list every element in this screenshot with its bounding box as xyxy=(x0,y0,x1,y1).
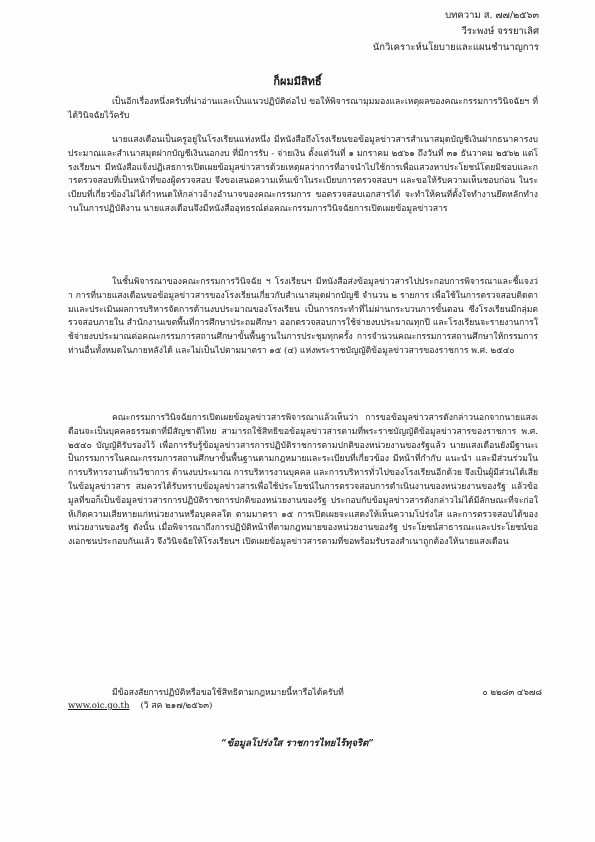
author-name: วีระพงษ์ จรรยาเลิศ xyxy=(461,26,539,37)
document-number: บทความ ส. ๗๗/๒๕๖๓ xyxy=(445,10,539,21)
contact-note-text: มีข้อสงสัยการปฏิบัติหรือขอใช้สิทธิตามกฎหมายนี้หารือได้ครับที่ xyxy=(112,688,344,698)
reference-number: (วิ สค ๒๑๗/๒๕๖๓) xyxy=(140,701,213,711)
motto: “ข้อมูลโปร่งใส ราชการไทยไร้ทุจริต” xyxy=(221,738,374,749)
author-position: นักวิเคราะห์นโยบายและแผนชำนาญการ xyxy=(372,42,539,53)
paragraph-intro: เป็นอีกเรื่องหนึ่งครับที่น่าอ่านและเป็นแนวปฏิบัติต่อไป ขอให้พิจารณามุมมองและเหตุผลของคณะกรรมการวินิจฉัยฯ ที่ได้วินิจฉัยไว้ครับ xyxy=(68,97,538,121)
website-link[interactable]: www.oic.go.th xyxy=(68,701,130,711)
paragraph-school-response: ในชั้นพิจารณาของคณะกรรมการวินิจฉัย ฯ โรงเรียนฯ มีหนังสือส่งข้อมูลข่าวสารไปประกอบการพิจารณาและชี้แจงว่า การที่นายแสงเดือนขอข้อมูลข่าวสารของโรงเรียนเกี่ยวกับสำเนาสมุดฝากบัญชี จำนวน ๒ รายการ เพื่อใช้ในการตรวจสอบติดตามและประเมินผลการบริหารจัดการด้านงบประมาณของโรงเรียน เป็นการกระทำที่ไม่ผ่านกระบวนการขั้นตอน ซึ่งโรงเรียนมีกลุ่มตรวจสอบภายใน สำนักงานเขตพื้นที่การศึกษาประถมศึกษา ออกตรวจสอบการใช้จ่ายงบประมาณทุกปี และโรงเรียนจะรายงานการใช้จ่ายงบประมาณต่อคณะกรรมการสถานศึกษาขั้นพื้นฐานในการประชุมทุกครั้ง การจำนวนคณะกรรมการสถานศึกษาให้กรรมการท่านอื่นทั้งหมดในภายหลังได้ และไม่เป็นไปตามมาตรา ๑๕ (๔) แห่งพระราชบัญญัติข้อมูลข่าวสารของราชการ พ.ศ. ๒๕๔๐ xyxy=(68,277,538,356)
contact-phone: ๐ ๒๒๘๓ ๔๖๗๘ xyxy=(482,688,542,698)
website-line xyxy=(68,700,212,713)
contact-note xyxy=(112,687,542,700)
paragraph-facts: นายแสงเดือนเป็นครูอยู่ในโรงเรียนแห่งหนึ่ง มีหนังสือถึงโรงเรียนขอข้อมูลข่าวสารสำเนาสมุดบัญชีเงินฝากธนาคารงบประมาณและสำเนาสมุดฝากบัญชีเงินนอกงบ ที่มีการรับ - จ่ายเงิน ตั้งแต่วันที่ ๑ มกราคม ๒๕๖๑ ถึงวันที่ ๓๑ ธันวาคม ๒๕๖๒ แต่โรงเรียนฯ มีหนังสือแจ้งปฏิเสธการเปิดเผยข้อมูลข่าวสารด้วยเหตุผลว่าการที่อาจนำไปใช้การเพื่อแสวงหาประโยชน์โดยมิชอบและการตรวจสอบที่เป็นหน้าที่ของผู้ตรวจสอบ จึงขอเสนอความเห็นเข้าในระเบียบการตรวจสอบฯ และขอให้รับความเห็นชอบก่อน ในระเบียบที่เกี่ยวข้องไม่ได้กำหนดให้กล่าวอ้างอำนาจของคณะกรรมการ ขอตรวจสอบเอกสารได้ จะทำให้คนที่ตั้งใจทำงานยึดหลักทำงานในการปฏิบัติงาน นายแสงเดือนจึงมีหนังสืออุทธรณ์ต่อคณะกรรมการวินิจฉัยการเปิดเผยข้อมูลข่าวสาร xyxy=(68,135,538,214)
paragraph-committee-decision: คณะกรรมการวินิจฉัยการเปิดเผยข้อมูลข่าวสารพิจารณาแล้วเห็นว่า การขอข้อมูลข่าวสารดังกล่าวนอกจากนายแสงเดือนจะเป็นบุคคลธรรมดาที่มีสัญชาติไทย สามารถใช้สิทธิขอข้อมูลข่าวสารตามที่พระราชบัญญัติข้อมูลข่าวสารของราชการ พ.ศ. ๒๕๔๐ บัญญัติรับรองไว้ เพื่อการรับรู้ข้อมูลข่าวสารการปฏิบัติราชการตามปกติของหน่วยงานของรัฐแล้ว นายแสงเดือนยังมีฐานะเป็นกรรมการในคณะกรรมการสถานศึกษาขั้นพื้นฐานตามกฎหมายและระเบียบที่เกี่ยวข้อง มีหน้าที่กำกับ แนะนำ และมีส่วนร่วมในการบริหารงานด้านวิชาการ ด้านงบประมาณ การบริหารงานบุคคล และการบริหารทั่วไปของโรงเรียนอีกด้วย จึงเป็นผู้มีส่วนได้เสียในข้อมูลข่าวสาร สมควรได้รับทราบข้อมูลข่าวสารเพื่อใช้ประโยชน์ในการตรวจสอบการดำเนินงานของหน่วยงานของรัฐ แล้วข้อมูลที่ขอก็เป็นข้อมูลข่าวสารการปฏิบัติราชการปกติของหน่วยงานของรัฐ ประกอบกับข้อมูลข่าวสารดังกล่าวไม่ได้มีลักษณะที่จะก่อให้เกิดความเสียหายแก่หน่วยงานหรือบุคคลใด ตามมาตรา ๑๕ การเปิดเผยจะแสดงให้เห็นความโปร่งใส และการตรวจสอบได้ของหน่วยงานของรัฐ ดังนั้น เมื่อพิจารณาถึงการปฏิบัติหน้าที่ตามกฎหมายของหน่วยงานของรัฐ ประโยชน์สาธารณะและประโยชน์ของเอกชนประกอบกันแล้ว จึงวินิจฉัยให้โรงเรียนฯ เปิดเผยข้อมูลข่าวสารตามที่ขอพร้อมรับรองสำเนาถูกต้องให้นายแสงเดือน xyxy=(68,413,538,548)
article-title: ก็ผมมีสิทธิ์ xyxy=(273,75,322,88)
header-block xyxy=(373,8,539,56)
